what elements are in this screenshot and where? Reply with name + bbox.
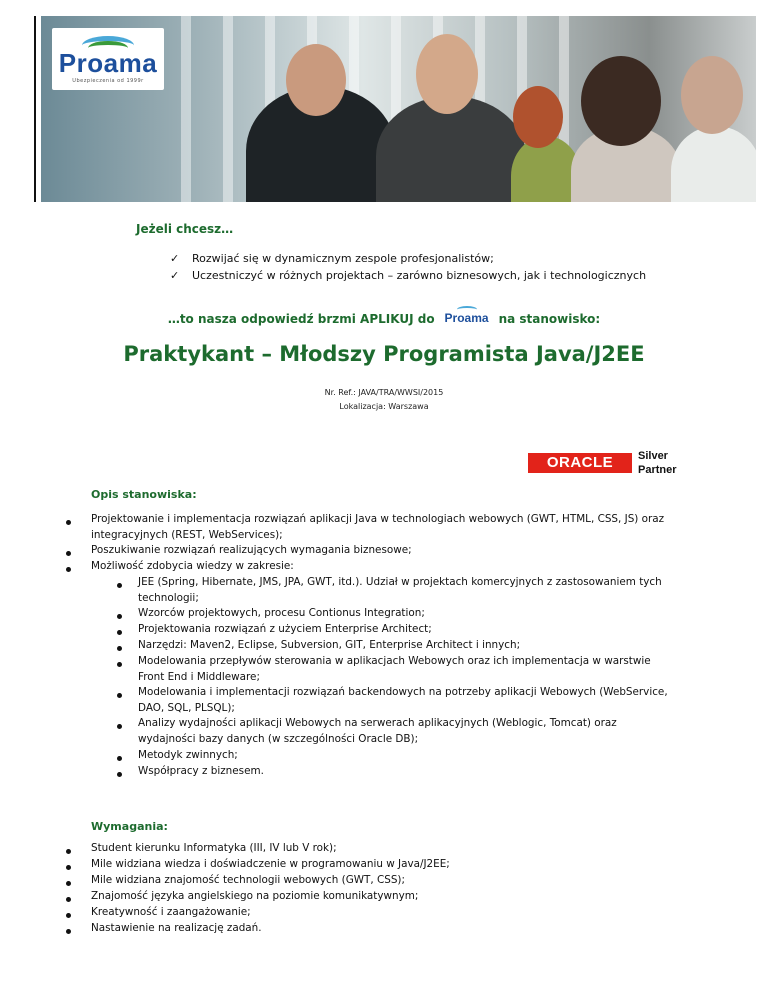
apply-callout: …to nasza odpowiedź brzmi APLIKUJ do Proama na stanowisko: bbox=[0, 309, 768, 326]
sub-list-item: Współpracy z biznesem. bbox=[138, 765, 264, 777]
sub-bullet-icon bbox=[117, 646, 122, 651]
sub-list-item-continuation: technologii; bbox=[138, 592, 199, 604]
list-item: Kreatywność i zaangażowanie; bbox=[91, 906, 251, 918]
bullet-icon bbox=[66, 567, 71, 572]
sub-list-item: Narzędzi: Maven2, Eclipse, Subversion, GIT, Enterprise Architect i innych; bbox=[138, 639, 521, 651]
bullet-icon bbox=[66, 849, 71, 854]
sub-bullet-icon bbox=[117, 693, 122, 698]
sub-list-item: JEE (Spring, Hibernate, JMS, JPA, GWT, itd.). Udział w projektach komercyjnych z zastosowaniem tych bbox=[138, 576, 662, 588]
checklist-item: ✓ Uczestniczyć w różnych projektach – zarówno biznesowych, jak i technologicznych bbox=[170, 269, 647, 282]
proama-logo bbox=[52, 28, 164, 90]
sub-list-item: Wzorców projektowych, procesu Contionus Integration; bbox=[138, 607, 425, 619]
reference-number: Nr. Ref.: JAVA/TRA/WWSI/2015 bbox=[324, 388, 444, 397]
sub-bullet-icon bbox=[117, 724, 122, 729]
sub-list-item-continuation: wydajności bazy danych (w szczególności Oracle DB); bbox=[138, 733, 419, 745]
bullet-icon bbox=[66, 929, 71, 934]
description-heading: Opis stanowiska: bbox=[91, 488, 197, 501]
sub-list-item: Modelowania przepływów sterowania w aplikacjach Webowych oraz ich implementacja w warstwie bbox=[138, 655, 651, 667]
checkmark-icon: ✓ bbox=[170, 252, 180, 265]
bullet-icon bbox=[66, 881, 71, 886]
job-title: Praktykant – Młodszy Programista Java/J2EE bbox=[123, 342, 645, 366]
list-item: Nastawienie na realizację zadań. bbox=[91, 922, 262, 934]
list-item: Poszukiwanie rozwiązań realizujących wymagania biznesowe; bbox=[91, 544, 412, 556]
bullet-icon bbox=[66, 897, 71, 902]
sub-bullet-icon bbox=[117, 614, 122, 619]
sub-list-item: Modelowania i implementacji rozwiązań backendowych na potrzeby aplikacji Webowych (WebService, bbox=[138, 686, 668, 698]
proama-inline-logo: Proama bbox=[441, 309, 493, 325]
sub-bullet-icon bbox=[117, 630, 122, 635]
oracle-partner-label: Silver Partner bbox=[638, 450, 677, 476]
checklist-item: ✓ Rozwijać się w dynamicznym zespole profesjonalistów; bbox=[170, 252, 494, 265]
sub-bullet-icon bbox=[117, 772, 122, 777]
logo-wordmark: Proama bbox=[58, 48, 158, 78]
margin-rule bbox=[34, 16, 36, 202]
intro-heading: Jeżeli chcesz… bbox=[136, 222, 234, 236]
bullet-icon bbox=[66, 913, 71, 918]
logo-tagline: Ubezpieczenia od 1999r bbox=[72, 78, 144, 84]
sub-list-item: Analizy wydajności aplikacji Webowych na serwerach aplikacyjnych (Weblogic, Tomcat) oraz bbox=[138, 717, 617, 729]
sub-list-item: Projektowania rozwiązań z użyciem Enterprise Architect; bbox=[138, 623, 432, 635]
sub-list-item: Metodyk zwinnych; bbox=[138, 749, 238, 761]
sub-bullet-icon bbox=[117, 583, 122, 588]
sub-list-item-continuation: Front End i Middleware; bbox=[138, 671, 260, 683]
sub-bullet-icon bbox=[117, 756, 122, 761]
sub-bullet-icon bbox=[117, 662, 122, 667]
list-item: Projektowanie i implementacja rozwiązań aplikacji Java w technologiach webowych (GWT, HTML, CSS, JS) oraz bbox=[91, 513, 665, 525]
requirements-heading: Wymagania: bbox=[91, 820, 168, 833]
list-item: Student kierunku Informatyka (III, IV lub V rok); bbox=[91, 842, 337, 854]
intro-checklist bbox=[170, 250, 646, 284]
list-item: Mile widziana znajomość technologii webowych (GWT, CSS); bbox=[91, 874, 405, 886]
bullet-icon bbox=[66, 551, 71, 556]
list-item-continuation: integracyjnych (REST, WebServices); bbox=[91, 529, 283, 541]
bullet-icon bbox=[66, 865, 71, 870]
sub-list-item-continuation: DAO, SQL, PLSQL); bbox=[138, 702, 235, 714]
list-item: Możliwość zdobycia wiedzy w zakresie: bbox=[91, 560, 294, 572]
list-item: Znajomość języka angielskiego na poziomie komunikatywnym; bbox=[91, 890, 419, 902]
checkmark-icon: ✓ bbox=[170, 269, 180, 282]
job-location: Lokalizacja: Warszawa bbox=[339, 402, 429, 411]
list-item: Mile widziana wiedza i doświadczenie w programowaniu w Java/J2EE; bbox=[91, 858, 450, 870]
oracle-logo: ORACLE bbox=[528, 453, 632, 473]
bullet-icon bbox=[66, 520, 71, 525]
